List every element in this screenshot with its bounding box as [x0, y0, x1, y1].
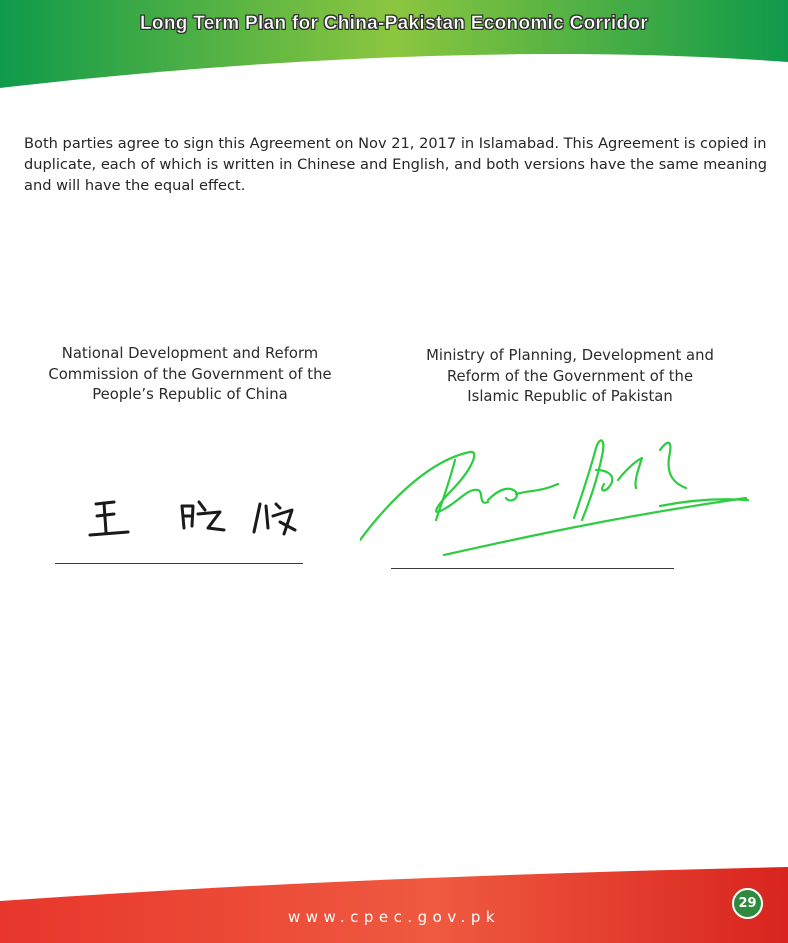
page-number-badge: 29 [732, 888, 763, 919]
signatory-china-line-2: Commission of the Government of the [48, 365, 332, 383]
agreement-paragraph: Both parties agree to sign this Agreement on Nov 21, 2017 in Islamabad. This Agreement is copied in duplicate, each of which is written in Chinese and English, and both versions have the same meaning and will have the equal effect. [24, 135, 768, 194]
signatory-china-line-3: People’s Republic of China [92, 386, 288, 403]
signature-line-pakistan [391, 568, 674, 569]
signatory-china [20, 344, 360, 406]
signature-pakistan [360, 430, 760, 560]
signatory-pakistan-line-1: Ministry of Planning, Development and [426, 347, 714, 364]
signature-line-china [55, 563, 303, 564]
page-header [0, 0, 788, 100]
signatory-pakistan [395, 346, 745, 408]
signatory-pakistan-line-3: Islamic Republic of Pakistan [467, 388, 673, 405]
signatory-pakistan-line-2: Reform of the Government of the [446, 367, 694, 385]
website-url: www.cpec.gov.pk [287, 908, 501, 926]
page-footer [0, 865, 788, 943]
signatory-china-line-1: National Development and Reform [61, 345, 319, 362]
footer-wave-graphic [0, 865, 788, 943]
signature-china [80, 490, 310, 550]
document-title: Long Term Plan for China-Pakistan Economic Corridor [140, 13, 648, 34]
